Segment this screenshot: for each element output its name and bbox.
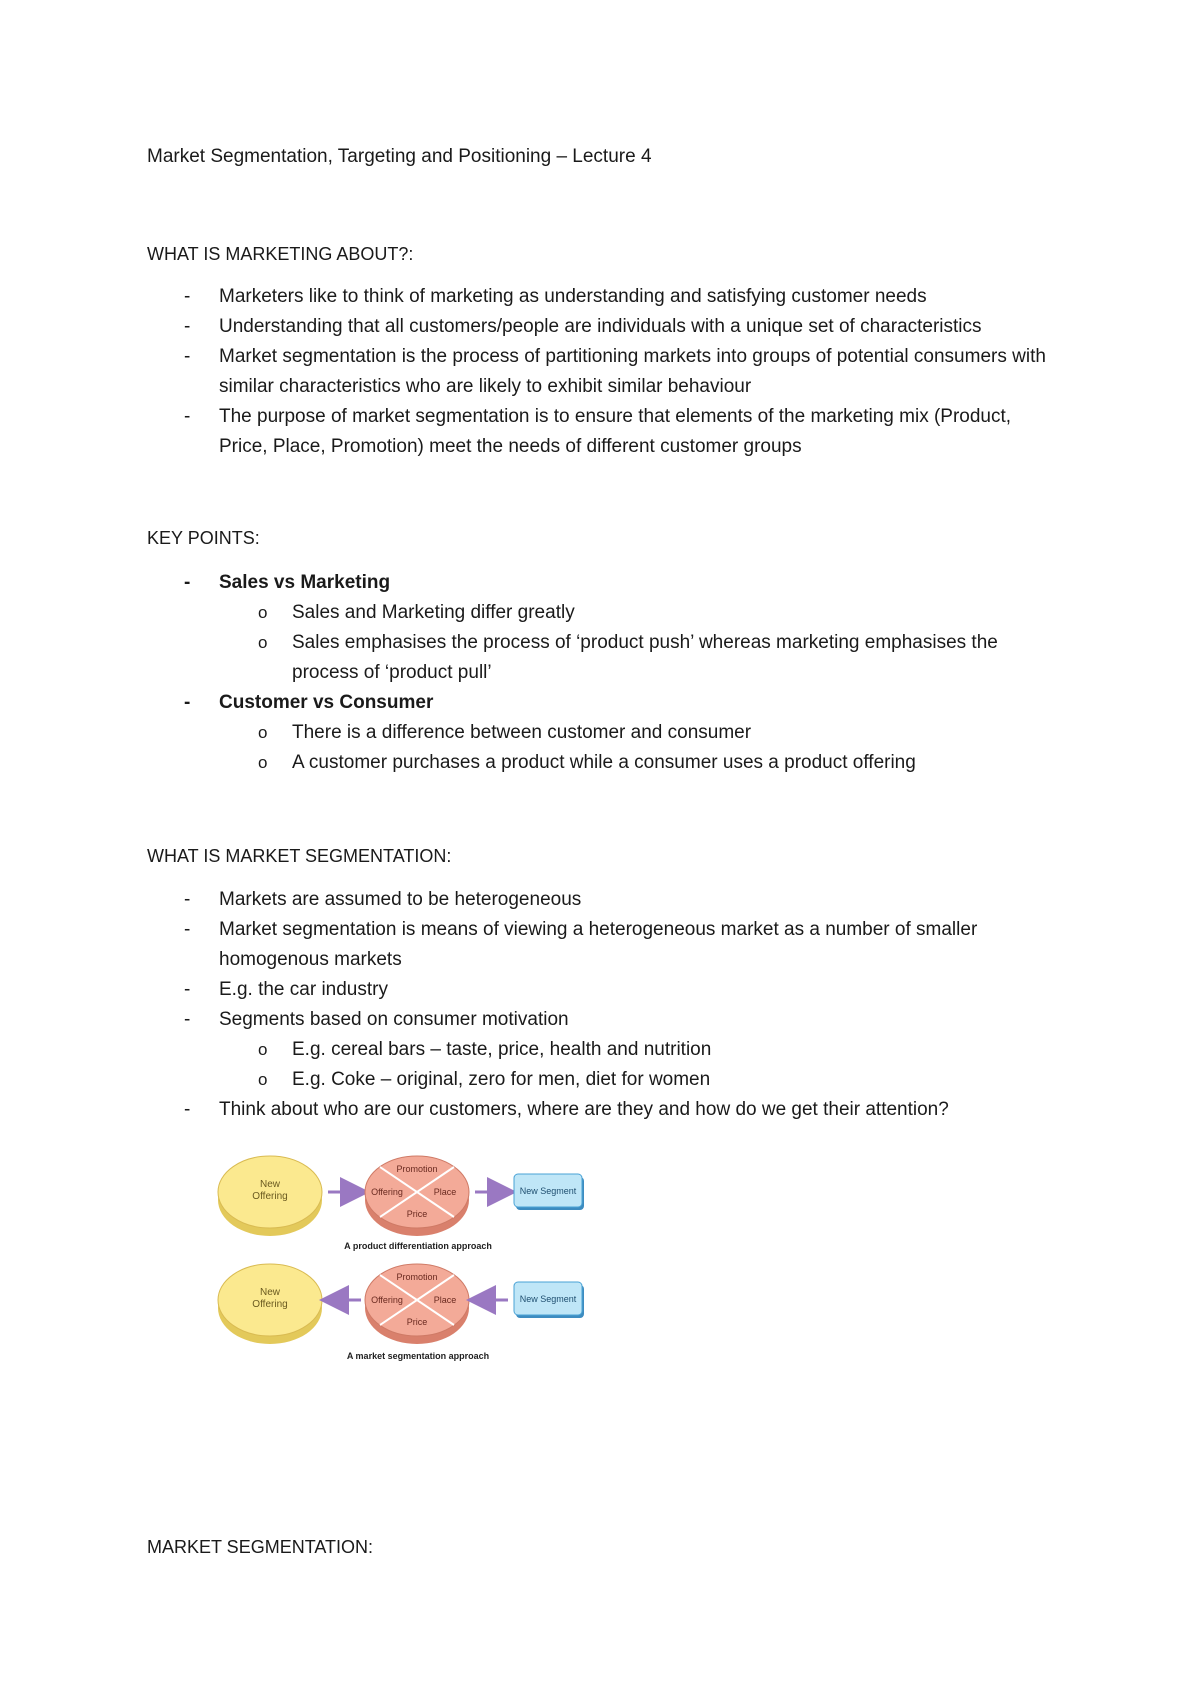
top-row-diagram — [218, 1156, 584, 1251]
list-subitem: o A customer purchases a product while a consumer uses a product offering — [0, 748, 1200, 778]
offering-label-line2: Offering — [252, 1191, 288, 1202]
list-item: - The purpose of market segmentation is to ensure that elements of the marketing mix (Product, Price, Place, Promotion) meet the needs of different customer groups — [0, 402, 1200, 462]
offering-label-line1: New — [259, 1287, 281, 1298]
section-heading-market-segmentation: MARKET SEGMENTATION: — [147, 1537, 374, 1557]
new-offering-disc — [218, 1156, 322, 1236]
list-item: - Segments based on consumer motivation — [0, 1005, 1200, 1035]
key-point-sales-vs-marketing: - Sales vs Marketing — [0, 568, 1200, 598]
document-title: Market Segmentation, Targeting and Positioning – Lecture 4 — [147, 146, 652, 167]
list-subitem: o E.g. Coke – original, zero for men, diet for women — [0, 1065, 1200, 1095]
segmentation-list — [0, 885, 1200, 1125]
mix-price-label: Price — [406, 1209, 428, 1219]
mix-promotion-label: Promotion — [396, 1164, 438, 1174]
section-heading-marketing-about: WHAT IS MARKETING ABOUT?: — [147, 244, 414, 264]
list-subitem: o There is a difference between customer and consumer — [0, 718, 1200, 748]
list-item: - E.g. the car industry — [0, 975, 1200, 1005]
key-point-customer-vs-consumer: - Customer vs Consumer — [0, 688, 1200, 718]
marketing-mix-disc — [365, 1156, 469, 1236]
mix-place-label: Place — [433, 1187, 457, 1197]
bottom-diagram-caption: A market segmentation approach — [346, 1351, 490, 1361]
new-segment-label: New Segment — [519, 1186, 577, 1196]
list-item: - Market segmentation is the process of partitioning markets into groups of potential consumers with similar characteristics who are likely to exhibit similar behaviour — [0, 342, 1200, 402]
mix-offering-label: Offering — [371, 1295, 403, 1305]
mix-promotion-label: Promotion — [396, 1272, 438, 1282]
segmentation-diagram — [215, 1144, 605, 1376]
mix-offering-label: Offering — [371, 1187, 403, 1197]
marketing-mix-disc — [365, 1264, 469, 1344]
new-segment-box — [514, 1174, 584, 1210]
section-heading-key-points: KEY POINTS: — [147, 528, 260, 548]
new-offering-disc — [218, 1264, 322, 1344]
offering-label-line1: New — [259, 1179, 281, 1190]
list-item: - Market segmentation is means of viewing a heterogeneous market as a number of smaller homogenous markets — [0, 915, 1200, 975]
key-points-list — [0, 568, 1200, 778]
section-heading-what-is-segmentation: WHAT IS MARKET SEGMENTATION: — [147, 846, 452, 866]
new-segment-label: New Segment — [519, 1294, 577, 1304]
list-item: - Understanding that all customers/people are individuals with a unique set of characteristics — [0, 312, 1200, 342]
marketing-about-list — [0, 282, 1200, 462]
list-subitem: o E.g. cereal bars – taste, price, health and nutrition — [0, 1035, 1200, 1065]
bottom-row-diagram — [218, 1264, 584, 1361]
new-segment-box — [514, 1282, 584, 1318]
list-item: - Markets are assumed to be heterogeneous — [0, 885, 1200, 915]
list-subitem: o Sales emphasises the process of ‘product push’ whereas marketing emphasises the process of ‘product pull’ — [0, 628, 1200, 688]
top-diagram-caption: A product differentiation approach — [344, 1241, 492, 1251]
list-item: - Think about who are our customers, where are they and how do we get their attention? — [0, 1095, 1200, 1125]
mix-place-label: Place — [433, 1295, 457, 1305]
list-item: - Marketers like to think of marketing as understanding and satisfying customer needs — [0, 282, 1200, 312]
mix-price-label: Price — [406, 1317, 428, 1327]
list-subitem: o Sales and Marketing differ greatly — [0, 598, 1200, 628]
offering-label-line2: Offering — [252, 1299, 288, 1310]
